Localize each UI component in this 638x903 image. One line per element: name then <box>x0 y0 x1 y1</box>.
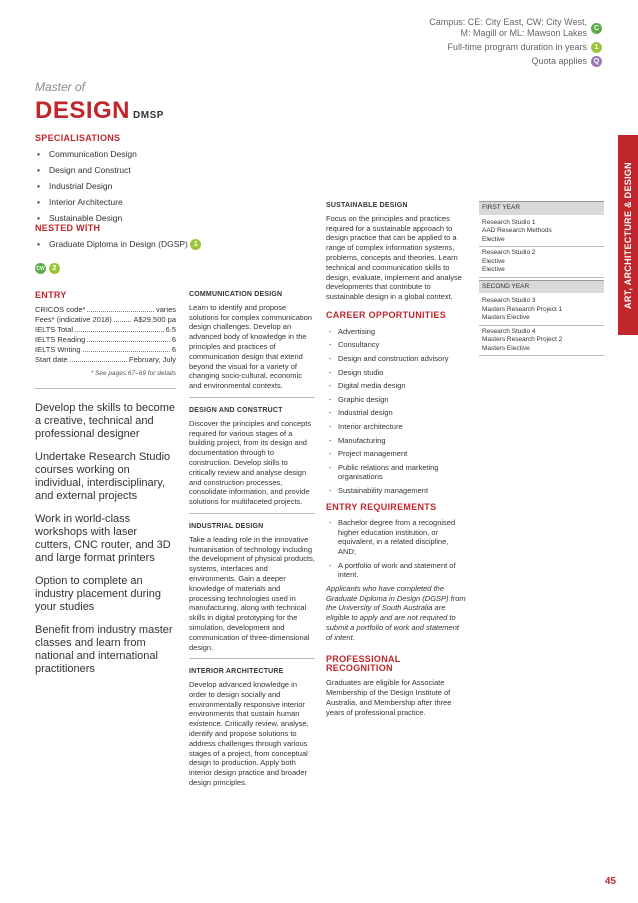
spec-body: Learn to identify and propose solutions for complex communication design challenges. Develop an advanced body of knowledge in the principles and practices of communication design that extend beyond the visual for a variety of changing socio-cultural, economic and environmental contexts. <box>189 302 312 391</box>
entry-value: February, July <box>129 355 176 364</box>
list-item: - Design and construction advisory <box>326 354 466 364</box>
first-year-heading: FIRST YEAR <box>479 201 604 215</box>
legend-quota-text: Quota applies <box>531 56 587 66</box>
divider <box>189 513 315 514</box>
list-item: - Public relations and marketing organisations <box>326 463 466 482</box>
specialisations-section <box>35 133 195 229</box>
entry-heading: ENTRY <box>35 290 67 300</box>
entry-row <box>35 355 176 365</box>
spec-heading: INDUSTRIAL DESIGN <box>189 522 264 530</box>
course-block <box>479 326 604 357</box>
entry-row <box>35 305 176 315</box>
entry-row <box>35 345 176 355</box>
entry-value: 6 <box>171 335 176 344</box>
legend-duration <box>429 42 602 53</box>
entry-key: Start date <box>35 355 68 364</box>
section-tab-label-wrap <box>618 135 638 335</box>
list-item: • Sustainable Design <box>35 213 195 223</box>
nested-section <box>35 223 235 256</box>
entry-key: IELTS Total <box>35 325 74 334</box>
list-item: • Interior Architecture <box>35 197 195 207</box>
promo-item: Develop the skills to become a creative, technical and professional designer <box>35 402 176 440</box>
nested-list <box>35 239 235 250</box>
entry-section <box>35 290 176 377</box>
specialisations-list <box>35 149 195 223</box>
requirements-list <box>326 518 466 580</box>
divider <box>189 397 315 398</box>
entry-key: IELTS Reading <box>35 335 86 344</box>
course-item: Elective <box>482 257 505 265</box>
promo-item: Work in world-class workshops with laser cutters, CNC router, and 3D and large format printers <box>35 513 171 564</box>
course-block <box>479 247 604 278</box>
list-item: - Sustainability management <box>326 486 466 496</box>
divider <box>35 388 176 389</box>
entry-value: 6.5 <box>165 325 176 334</box>
nested-item-label: Graduate Diploma in Design (DGSP) <box>49 239 188 249</box>
spec-body: Take a leading role in the innovative humanisation of technology including the development of physical products, systems, interfaces and environments. Gain a deeper knowledge of materials and processing technologies used in manufacturing, along with technical skills in digital prototyping for the simulation, development and communication of three-dimensional design. <box>189 534 315 652</box>
requirements-note: Applicants who have completed the Graduate Diploma in Design (DGSP) from the University of South Australia are eligible to apply and are not required to submit a portfolio of work and statement of intent. <box>326 583 466 642</box>
course-item: Research Studio 4 <box>482 327 536 335</box>
duration-badge-icon: 1 <box>190 239 201 250</box>
list-item: • Industrial Design <box>35 181 195 191</box>
legend-campus <box>429 17 602 39</box>
legend-quota <box>429 56 602 67</box>
recognition-heading: PROFESSIONAL RECOGNITION <box>326 653 401 674</box>
list-item: • Communication Design <box>35 149 195 159</box>
entry-row <box>35 335 176 345</box>
course-item: Research Studio 1 <box>482 218 536 226</box>
legend-campus-text-2: M: Magill or ML: Mawson Lakes <box>460 28 587 38</box>
list-item: - A portfolio of work and statement of intent. <box>326 561 466 580</box>
spec-block <box>189 406 315 507</box>
course-item: Masters Elective <box>482 314 530 321</box>
program-title: DESIGN <box>35 97 131 124</box>
spec-block <box>189 667 315 788</box>
entry-note: * See pages 67–69 for details <box>90 370 176 377</box>
entry-row <box>35 325 176 335</box>
entry-key: CRICOS code* <box>35 305 86 314</box>
course-item: Masters Research Project 2 <box>482 336 563 343</box>
column-three <box>326 201 466 717</box>
specialisation-descriptions <box>189 290 315 788</box>
second-year-heading: SECOND YEAR <box>479 280 604 294</box>
page-number: 45 <box>604 876 616 887</box>
nested-heading: NESTED WITH <box>35 223 101 233</box>
page-title <box>35 97 164 125</box>
quota-badge-icon: Q <box>591 56 602 67</box>
list-item: - Industrial design <box>326 408 466 418</box>
promo-item: Undertake Research Studio courses working on individual, interdisciplinary, and external projects <box>35 451 171 502</box>
sustainable-heading: SUSTAINABLE DESIGN <box>326 202 408 209</box>
promo-list <box>35 402 175 686</box>
divider <box>189 658 315 659</box>
spec-body: Discover the principles and concepts required for various stages of a building project, from its design and documentation through to construction. Develop skills to critically review and analyse design and construction processes, consolidate information, and provide solutions for multifaceted projects. <box>189 418 312 507</box>
requirements-heading: ENTRY REQUIREMENTS <box>326 502 437 513</box>
course-block <box>479 217 604 248</box>
spec-block <box>189 290 315 391</box>
course-item: Masters Elective <box>482 344 530 352</box>
campus-badge-icon: C <box>591 23 602 34</box>
campus-cw-icon: CW <box>35 263 46 274</box>
list-item: - Project management <box>326 449 466 459</box>
legend-duration-text: Full-time program duration in years <box>447 42 587 52</box>
entry-value: A$29,500 pa <box>133 315 176 324</box>
sustainable-body: Focus on the principles and practices required for a sustainable approach to design practice that can be applied to a range of complex information systems, problems, concepts and theories. Learn technical and communication skills to design, evaluate, implement and analyse developments that contribute to sustainable design in a global context. <box>326 213 462 302</box>
degree-prefix: Master of <box>35 80 86 94</box>
entry-row <box>35 315 176 325</box>
spec-body: Develop advanced knowledge in order to design socially and environmentally responsive interior environments that sustain human existence. Critically review, analyse, identify and propose solutions to address challenges through various stages of a project, from conceptual design to production. Apply both interior design practice and broader design principles. <box>189 680 309 788</box>
entry-key: IELTS Writing <box>35 345 81 354</box>
list-item: - Digital media design <box>326 381 466 391</box>
course-item: Research Studio 3 <box>482 297 536 304</box>
list-item: - Interior architecture <box>326 422 466 432</box>
list-item: - Design studio <box>326 368 466 378</box>
recognition-body: Graduates are eligible for Associate Membership of the Design Institute of Australia, and Membership after three years of professional practice. <box>326 678 452 717</box>
career-list <box>326 327 466 496</box>
specialisations-heading: SPECIALISATIONS <box>35 133 121 143</box>
program-structure <box>479 201 604 356</box>
spec-heading: COMMUNICATION DESIGN <box>189 291 283 298</box>
list-item: - Manufacturing <box>326 436 466 446</box>
legend-campus-text-1: Campus: CE: City East, CW: City West, <box>429 17 587 27</box>
entry-value: 6 <box>171 345 176 354</box>
course-item: Research Studio 2 <box>482 249 536 256</box>
legend <box>429 17 602 70</box>
course-item: Elective <box>482 266 505 273</box>
course-item: Masters Research Project 1 <box>482 305 563 313</box>
list-item <box>35 239 235 250</box>
duration-badge-icon: 1 <box>591 42 602 53</box>
course-item: Elective <box>482 235 505 243</box>
spec-block <box>189 522 315 652</box>
list-item: - Consultancy <box>326 340 466 350</box>
list-item: - Advertising <box>326 327 466 337</box>
campus-tags <box>35 263 60 274</box>
program-code: DMSP <box>133 110 164 121</box>
entry-key: Fees* (indicative 2018) <box>35 315 112 324</box>
course-item: AAD Research Methods <box>482 227 552 234</box>
spec-heading: DESIGN AND CONSTRUCT <box>189 406 283 414</box>
promo-item: Option to complete an industry placement during your studies <box>35 575 161 613</box>
list-item: - Bachelor degree from a recognised higher education institution, or equivalent, in a related discipline, AND; <box>326 518 466 556</box>
course-block <box>479 295 604 326</box>
spec-heading: INTERIOR ARCHITECTURE <box>189 668 284 676</box>
section-tab-label: ART, ARCHITECTURE & DESIGN <box>623 161 633 309</box>
entry-value: varies <box>155 305 176 314</box>
career-heading: CAREER OPPORTUNITIES <box>326 309 447 320</box>
years-badge-icon: 2 <box>49 263 60 274</box>
promo-item: Benefit from industry master classes and learn from national and international practitioners <box>35 624 173 675</box>
list-item: - Graphic design <box>326 395 466 405</box>
list-item: • Design and Construct <box>35 165 195 175</box>
